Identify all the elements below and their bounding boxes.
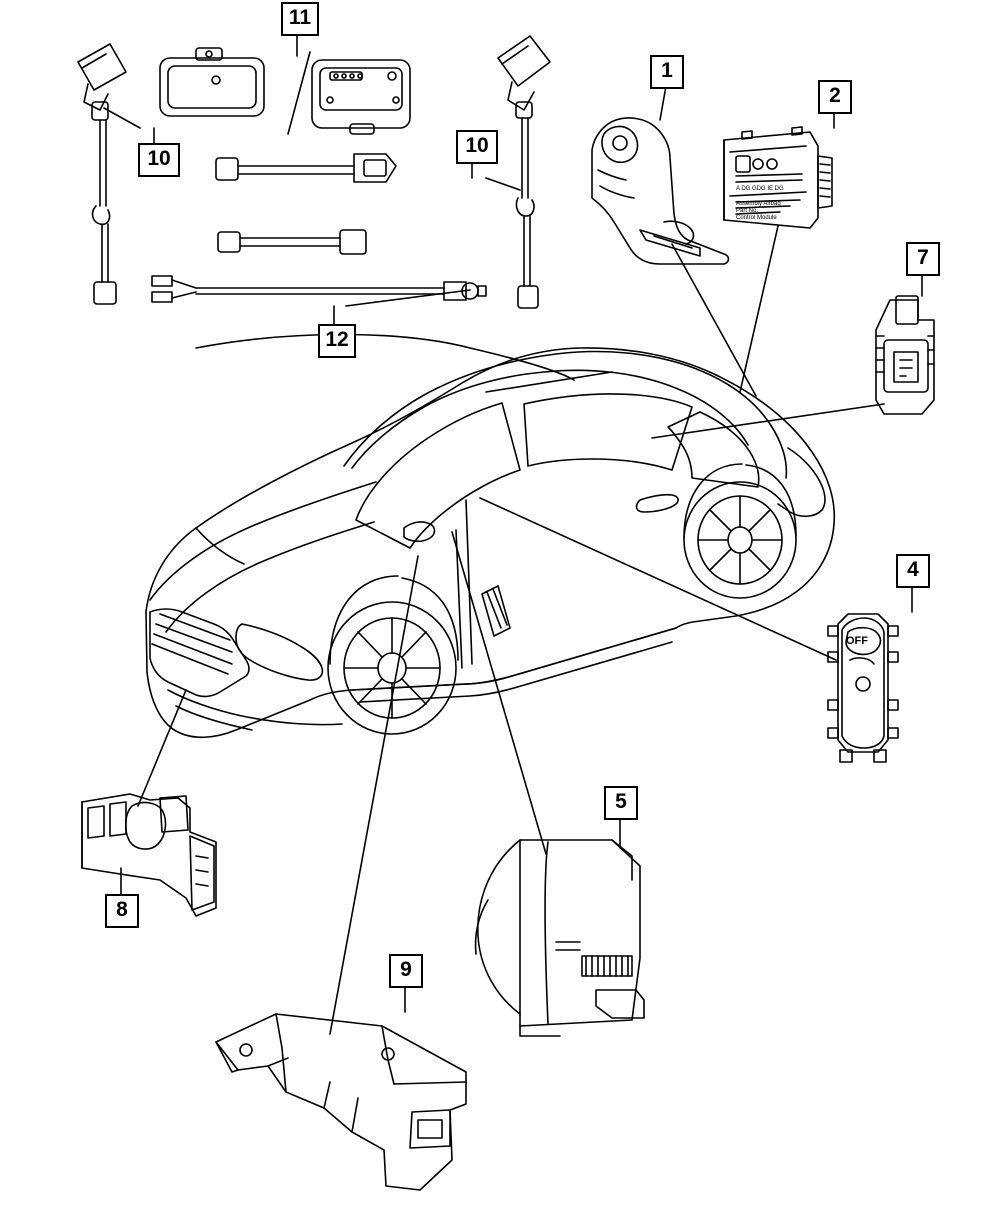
part-8-sensor	[82, 794, 216, 916]
part-7-sensor	[876, 296, 934, 414]
callout-1: 1	[650, 55, 684, 89]
callout-12: 12	[318, 324, 356, 358]
callout-11: 11	[281, 2, 319, 36]
callout-8: 8	[105, 894, 139, 928]
part-12-wiring	[152, 154, 486, 302]
callout-10-left: 10	[138, 143, 180, 177]
callout-5: 5	[604, 786, 638, 820]
svg-text:Part No.: Part No.	[736, 208, 759, 214]
part-5-clockspring	[476, 840, 645, 1036]
callout-9: 9	[389, 954, 423, 988]
module-microtext	[736, 186, 784, 221]
svg-text:Control Module: Control Module	[736, 215, 777, 221]
part-10-left-tensioner	[78, 44, 126, 304]
callout-7: 7	[906, 242, 940, 276]
callout-4: 4	[896, 554, 930, 588]
part-1-bracket	[592, 118, 729, 264]
svg-text:Assembly Airbag: Assembly Airbag	[736, 201, 781, 207]
off-switch-label: OFF	[846, 635, 868, 647]
car-illustration	[146, 348, 834, 737]
part-11-modules	[160, 48, 410, 134]
svg-text:A DG GDG IE DG: A DG GDG IE DG	[736, 186, 784, 192]
part-9-bracket	[216, 1014, 466, 1190]
leader-lines	[104, 34, 922, 1034]
callout-2: 2	[818, 80, 852, 114]
callout-10-right: 10	[456, 130, 498, 164]
part-10-right-tensioner	[498, 36, 550, 308]
